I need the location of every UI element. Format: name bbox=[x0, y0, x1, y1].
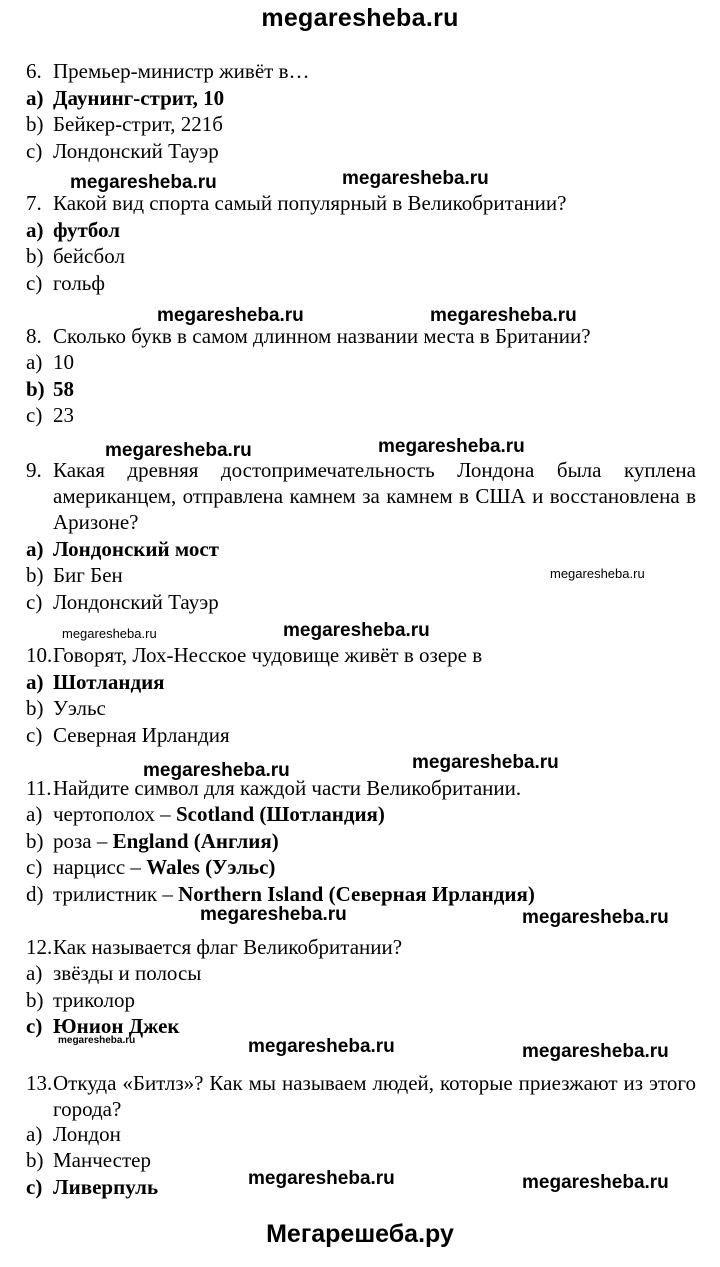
question-number: 7. bbox=[26, 191, 42, 215]
watermark: megaresheba.ru bbox=[342, 168, 489, 189]
watermark: megaresheba.ru bbox=[157, 305, 304, 326]
answer-option: a) Лондон bbox=[26, 1122, 121, 1146]
answer-option-correct: b) 58 bbox=[26, 377, 74, 401]
question-number: 13. bbox=[26, 1071, 53, 1095]
answer-option: a) чертополох – Scotland (Шотландия) bbox=[26, 802, 385, 826]
answer-option: a) звёзды и полосы bbox=[26, 961, 202, 985]
question-number: 8. bbox=[26, 324, 42, 348]
answer-option: b) Биг Бен bbox=[26, 563, 123, 587]
question-text: Премьер-министр живёт в… bbox=[53, 59, 310, 83]
answer-option: c) Лондонский Тауэр bbox=[26, 139, 219, 163]
question-12 bbox=[26, 935, 402, 959]
answer-option-correct: a) Лондонский мост bbox=[26, 537, 219, 561]
answer-option: b) бейсбол bbox=[26, 244, 125, 268]
answer-text: England (Англия) bbox=[112, 829, 279, 853]
answer-option: a) 10 bbox=[26, 350, 74, 374]
answer-option-correct: a) Шотландия bbox=[26, 670, 165, 694]
answer-option: c) 23 bbox=[26, 403, 74, 427]
question-text: Найдите символ для каждой части Великобритании. bbox=[53, 776, 522, 800]
site-header: megaresheba.ru bbox=[261, 4, 459, 32]
question-text: Какой вид спорта самый популярный в Великобритании? bbox=[53, 191, 567, 215]
answer-option: b) роза – England (Англия) bbox=[26, 829, 279, 853]
question-number: 12. bbox=[26, 935, 53, 959]
watermark: megaresheba.ru bbox=[70, 172, 217, 193]
watermark: megaresheba.ru bbox=[62, 626, 157, 641]
answer-option: b) Бейкер-стрит, 221б bbox=[26, 112, 223, 136]
answer-option-correct: c) Юнион Джек bbox=[26, 1014, 180, 1038]
question-13 bbox=[26, 1070, 696, 1122]
question-number: 10. bbox=[26, 643, 53, 667]
question-text: Говорят, Лох-Несское чудовище живёт в озере в bbox=[53, 643, 483, 667]
site-footer: Мегарешеба.ру bbox=[266, 1220, 454, 1248]
answer-option-correct: a) Даунинг-стрит, 10 bbox=[26, 86, 225, 110]
watermark: megaresheba.ru bbox=[550, 566, 645, 581]
watermark: megaresheba.ru bbox=[522, 1041, 669, 1062]
question-number: 11. bbox=[26, 776, 52, 800]
question-number: 9. bbox=[26, 458, 42, 482]
answer-option: b) Манчестер bbox=[26, 1148, 151, 1172]
answer-option: c) нарцисс – Wales (Уэльс) bbox=[26, 855, 276, 879]
answer-text: Northern Island (Северная Ирландия) bbox=[178, 882, 535, 906]
watermark: megaresheba.ru bbox=[522, 907, 669, 928]
watermark: megaresheba.ru bbox=[430, 305, 577, 326]
question-text: Сколько букв в самом длинном названии места в Британии? bbox=[53, 324, 591, 348]
watermark: megaresheba.ru bbox=[522, 1172, 669, 1193]
question-number: 6. bbox=[26, 59, 42, 83]
answer-option: d) трилистник – Northern Island (Северная Ирландия) bbox=[26, 882, 535, 906]
question-text: Как называется флаг Великобритании? bbox=[53, 935, 403, 959]
answer-text: Wales (Уэльс) bbox=[146, 855, 276, 879]
watermark: megaresheba.ru bbox=[248, 1168, 395, 1189]
question-9 bbox=[26, 457, 696, 535]
watermark: megaresheba.ru bbox=[58, 1035, 136, 1046]
watermark: megaresheba.ru bbox=[378, 436, 525, 457]
answer-option: c) Лондонский Тауэр bbox=[26, 590, 219, 614]
question-text: Какая древняя достопримечательность Лондона была куплена американцем, отправлена камнем за камнем в США и восстановлена в Аризоне? bbox=[53, 458, 696, 534]
watermark: megaresheba.ru bbox=[248, 1036, 395, 1057]
watermark: megaresheba.ru bbox=[143, 760, 290, 781]
answer-option-correct: c) Ливерпуль bbox=[26, 1175, 159, 1199]
question-10 bbox=[26, 643, 482, 667]
answer-option: c) гольф bbox=[26, 271, 105, 295]
watermark: megaresheba.ru bbox=[200, 904, 347, 925]
answer-option-correct: a) футбол bbox=[26, 218, 121, 242]
watermark: megaresheba.ru bbox=[105, 440, 252, 461]
answer-option: b) Уэльс bbox=[26, 696, 106, 720]
question-7 bbox=[26, 191, 566, 215]
question-text: Откуда «Битлз»? Как мы называем людей, которые приезжают из этого города? bbox=[53, 1071, 696, 1121]
question-6 bbox=[26, 59, 310, 83]
question-8 bbox=[26, 324, 591, 348]
watermark: megaresheba.ru bbox=[283, 620, 430, 641]
watermark: megaresheba.ru bbox=[412, 752, 559, 773]
answer-option: c) Северная Ирландия bbox=[26, 723, 230, 747]
answer-text: Scotland (Шотландия) bbox=[175, 802, 385, 826]
answer-option: b) триколор bbox=[26, 988, 136, 1012]
